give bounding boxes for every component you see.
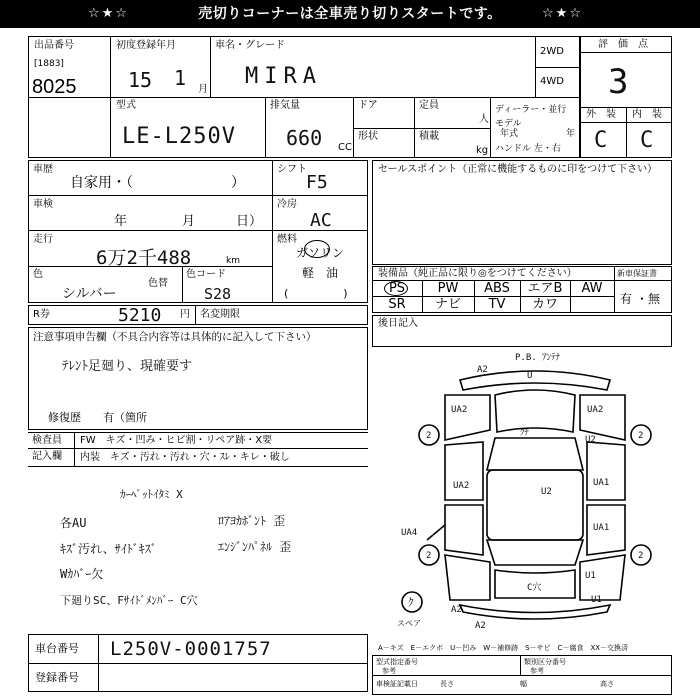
first-reg-label: 初度登録年月 — [116, 40, 176, 51]
lot-sub: [1883] — [34, 59, 64, 69]
km-unit: km — [226, 256, 240, 266]
mark-ua2-ld: UA2 — [453, 481, 470, 491]
inspection-note7: 下廻りSC、Fｻｲﾄﾞﾒﾝﾊﾞｰ C穴 — [60, 594, 198, 607]
mark-hood: ｸﾁ — [520, 428, 530, 438]
model-year-label2: 年式 — [500, 129, 519, 139]
equip-leather: カワ — [531, 297, 558, 312]
car-name-value: MIRA — [245, 64, 322, 89]
drive-2wd: 2WD — [540, 46, 564, 57]
mark-a2-front: A2 — [477, 365, 488, 375]
mark-c-hole: C穴 — [527, 583, 542, 593]
ac-value: AC — [310, 210, 332, 231]
fuel-diesel: 軽 油 — [302, 266, 339, 280]
new-car-cert-label: 新車保証書 — [617, 269, 657, 278]
shift-value: F5 — [306, 172, 328, 193]
top-banner — [0, 0, 700, 28]
equip-tv: TV — [488, 297, 506, 312]
capacity-unit: 人 — [479, 114, 489, 125]
exterior-label: 外 装 — [586, 109, 616, 120]
registration-label: 登録番号 — [35, 671, 79, 684]
mark-ua1-rd: UA1 — [593, 478, 610, 488]
spare-mark: ｸ — [408, 596, 414, 609]
length-label: 長さ — [440, 680, 454, 688]
color-label: 色 — [33, 269, 43, 280]
width-label: 幅 — [520, 680, 527, 688]
reg-month-value: 1 — [174, 66, 187, 90]
lot-number: 8025 — [32, 76, 77, 98]
new-car-yes: 有 — [620, 292, 633, 306]
model-value: LE-L250V — [122, 124, 236, 149]
equip-pw: PW — [437, 281, 459, 296]
history-value: 自家用・（ ） — [70, 175, 245, 191]
fuel-paren: ( ) — [284, 287, 348, 300]
mark-u2-roof: U2 — [541, 487, 552, 497]
model-label: 型式 — [116, 100, 136, 111]
inspection-year: 年 — [114, 214, 128, 229]
height-label: 高さ — [600, 680, 614, 688]
color-code-value: S28 — [204, 285, 232, 303]
recycle-value: 5210 — [118, 305, 162, 326]
mark-2-fr: 2 — [638, 431, 644, 441]
mark-a2-rear-bumper: A2 — [475, 621, 486, 630]
rating-label: 評 価 点 — [598, 39, 648, 50]
legend: A－キズ E－エクボ U－凹み W－補修跡 S－サビ C－腐食 XX－交換済 — [378, 644, 629, 652]
model-year-label: モデル — [495, 119, 522, 129]
inspection-note3: ﾛｱﾖｶﾎﾞﾝﾄ 歪 — [218, 514, 286, 528]
mark-2-rl: 2 — [426, 551, 432, 561]
mark-2-fl: 2 — [426, 431, 432, 441]
spec-ref-label: 参考 — [382, 667, 396, 675]
handle-label: ハンドル 左・右 — [495, 144, 561, 154]
left-rear-fender-shape — [445, 555, 490, 600]
mark-u2-rf: U2 — [585, 435, 596, 445]
rear-window-shape — [487, 540, 583, 565]
hood-shape — [495, 390, 575, 432]
entry-label: 記入欄 — [32, 451, 62, 462]
payload-label: 積載 — [419, 131, 439, 142]
equip-navi: ナビ — [434, 297, 461, 312]
name-grade-label: 車名・グレード — [215, 40, 285, 51]
banner-stars-right: ☆★☆ — [542, 6, 583, 21]
notes-handwritten: ﾃﾚﾝﾄ足廻り、現確要す — [62, 359, 193, 374]
drive-4wd: 4WD — [540, 76, 564, 87]
color-change-label: 色替 — [148, 278, 168, 289]
equip-ps: PS — [388, 281, 406, 296]
inspection-note2: 各AU — [60, 516, 87, 530]
reg-year-value: 15 — [128, 68, 153, 92]
class-ref-label: 参考 — [530, 667, 544, 675]
spare-label: スペア — [397, 619, 421, 628]
reg-month-unit: 月 — [198, 84, 208, 95]
displacement-label: 排気量 — [270, 100, 300, 111]
left-front-fender-shape — [445, 395, 490, 440]
kg-unit: kg — [476, 145, 489, 156]
rating-value: 3 — [608, 62, 629, 102]
spec-number-label: 型式指定番号 — [376, 658, 418, 666]
right-front-door-shape — [587, 442, 625, 500]
door-label: ドア — [358, 100, 378, 111]
recycle-label: R券 — [33, 309, 50, 320]
equip-abs: ABS — [484, 281, 510, 296]
recycle-unit: 円 — [180, 309, 190, 320]
left-rear-door-shape — [445, 505, 483, 555]
inspection-note4: ｷｽﾞ汚れ、ｻｲﾄﾞｷｽﾞ — [60, 542, 157, 556]
model-year-kanji: 年 — [566, 129, 576, 139]
chassis-label: 車台番号 — [35, 642, 79, 655]
exterior-value: C — [594, 128, 608, 153]
mark-a2-rear: A2 — [451, 605, 462, 615]
fuel-gasoline: ガソリン — [296, 246, 345, 260]
equipment-label: 装備品（純正品に限り◎をつけてください） — [378, 268, 577, 279]
shape-label: 形状 — [358, 131, 378, 142]
fuel-label: 燃料 — [277, 234, 297, 245]
roof-shape — [487, 470, 583, 540]
history-label: 車歴 — [33, 164, 53, 175]
repair-history-label: 修復歴 有（箇所 — [48, 411, 147, 424]
mark-u1-rear: U1 — [591, 595, 602, 605]
inspection-row1: FW キズ・凹み・ヒビ割・リペア跡・X要 — [80, 435, 273, 446]
diagram-top-note: P.B. ｱﾝﾃﾅ — [515, 353, 561, 363]
equip-sr: SR — [388, 297, 406, 312]
mark-u1-rr: U1 — [585, 571, 596, 581]
inspection-month: 月 — [182, 214, 196, 229]
mark-ua2-lf: UA2 — [451, 405, 468, 415]
recycle-box — [28, 305, 368, 325]
cc-unit: CC — [338, 142, 352, 153]
banner-stars-left: ☆★☆ — [88, 6, 129, 21]
inspector-label: 検査員 — [32, 435, 62, 446]
interior-value: C — [640, 128, 654, 153]
inspection-note6: Wｶﾊﾞｰ欠 — [60, 567, 104, 581]
inspection-note5: ｴﾝｼﾞﾝﾊﾟﾈﾙ 歪 — [218, 540, 292, 554]
equip-ps-circle — [384, 281, 408, 296]
lot-label: 出品番号 — [34, 40, 74, 51]
uа4-arrow-shape — [427, 525, 445, 540]
mark-ua4: UA4 — [401, 528, 418, 538]
notes-label: 注意事項申告欄（不具合内容等は具体的に記入して下さい） — [33, 331, 317, 343]
color-code-label: 色コード — [186, 269, 226, 280]
rear-bumper-shape — [460, 605, 610, 619]
right-front-fender-shape — [580, 395, 625, 440]
mileage-value: 6万2千488 — [96, 247, 192, 269]
inspection-day: 日） — [236, 214, 263, 229]
chassis-value: L250V-0001757 — [110, 638, 272, 660]
mark-u-front: U — [527, 371, 533, 381]
mark-ua1-rrd: UA1 — [593, 523, 610, 533]
equip-aw: AW — [581, 281, 603, 296]
left-front-door-shape — [445, 442, 483, 500]
new-car-no: ・無 — [636, 292, 661, 306]
shift-label: シフト — [277, 164, 307, 175]
capacity-label: 定員 — [419, 100, 439, 111]
ac-label: 冷房 — [277, 199, 297, 210]
class-number-label: 類別区分番号 — [524, 658, 566, 666]
reg-date-label: 車検証記載日 — [376, 680, 418, 688]
sales-label: セールスポイント（正常に機能するものに印をつけて下さい） — [378, 164, 658, 175]
inspection-note1: ｶｰﾍﾟｯﾄｲﾀﾐ X — [120, 488, 183, 501]
mark-ua2-rf: UA2 — [587, 405, 604, 415]
banner-text: 売切りコーナーは全車売り切りスタートです。 — [198, 6, 502, 22]
displacement-value: 660 — [286, 126, 323, 150]
dealer-label: ディーラー・並行 — [495, 105, 567, 115]
equip-airbag: エアB — [527, 281, 563, 296]
interior-label: 内 装 — [632, 109, 662, 120]
car-damage-diagram — [395, 350, 675, 630]
inspection-date-label: 車検 — [33, 199, 53, 210]
windshield-shape — [487, 438, 583, 470]
mileage-label: 走行 — [33, 234, 53, 245]
inspection-row2: 内装 キズ・汚れ・汚れ・穴・ｽﾚ・キレ・破し — [80, 452, 290, 463]
color-value: シルバー — [62, 286, 117, 302]
later-entry-label: 後日記入 — [378, 318, 418, 329]
namechange-label: 名変期限 — [200, 309, 240, 320]
mark-2-rr: 2 — [638, 551, 644, 561]
